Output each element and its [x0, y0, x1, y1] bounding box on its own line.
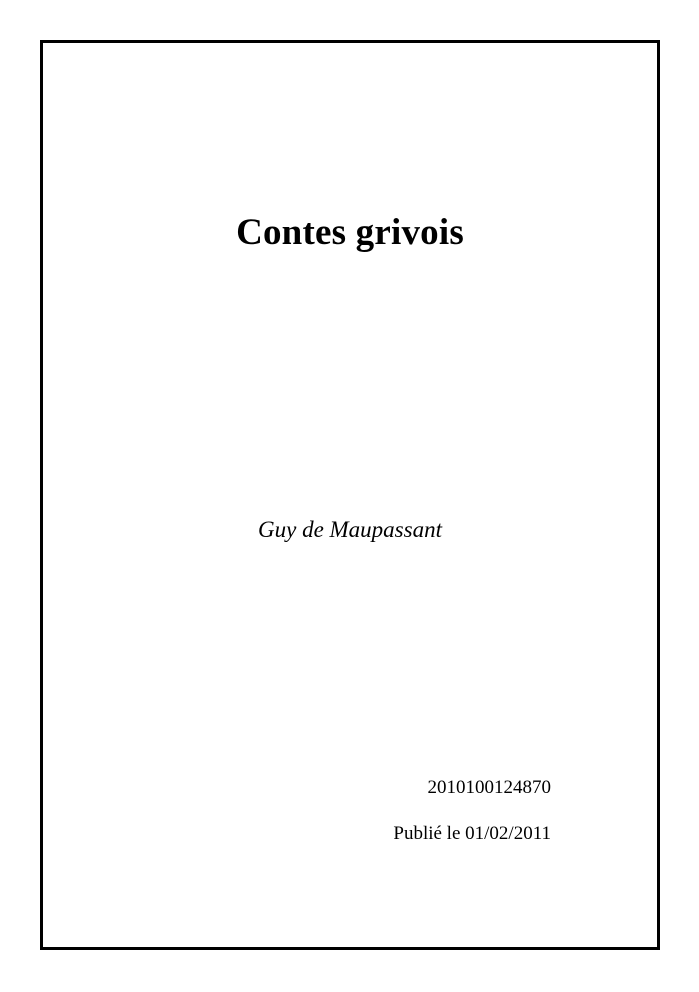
book-author: Guy de Maupassant [258, 517, 442, 542]
book-identifier: 2010100124870 [427, 777, 551, 798]
publication-date: Publié le 01/02/2011 [393, 823, 551, 844]
page-border-frame [40, 40, 660, 950]
book-title: Contes grivois [236, 212, 464, 253]
